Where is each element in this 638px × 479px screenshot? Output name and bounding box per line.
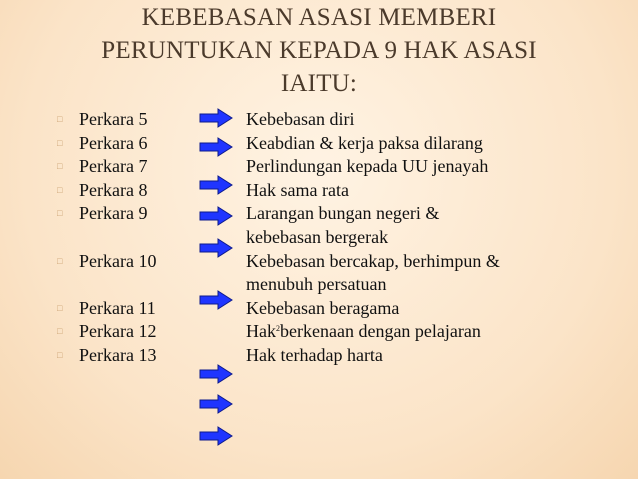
square-bullet-icon: □ — [57, 302, 63, 313]
blue-right-arrow-icon — [199, 394, 233, 414]
item-desc: Kebebasan bercakap, berhimpun & — [246, 250, 500, 271]
title-line-2: PERUNTUKAN KEPADA 9 HAK ASASI — [101, 37, 537, 64]
list-item — [0, 344, 638, 368]
list-item-continuation — [0, 226, 638, 250]
item-label: Perkara 7 — [79, 156, 148, 177]
list-item — [0, 297, 638, 321]
list-item — [0, 108, 638, 132]
list-item — [0, 179, 638, 203]
blue-right-arrow-icon — [199, 175, 233, 195]
item-desc — [246, 320, 481, 344]
blue-right-arrow-icon — [199, 426, 233, 446]
item-label: Perkara 6 — [79, 132, 148, 153]
title-line-1: KEBEBASAN ASASI MEMBERI — [141, 4, 497, 31]
blue-right-arrow-icon — [199, 290, 233, 310]
item-desc-superscript: 2 — [276, 324, 280, 334]
item-label: Perkara 12 — [79, 321, 157, 342]
item-desc: menubuh persatuan — [246, 274, 387, 295]
slide-title — [40, 1, 598, 100]
blue-right-arrow-icon — [199, 364, 233, 384]
square-bullet-icon: □ — [57, 349, 63, 360]
square-bullet-icon: □ — [57, 161, 63, 172]
blue-right-arrow-icon — [199, 206, 233, 226]
list-item — [0, 132, 638, 156]
square-bullet-icon: □ — [57, 184, 63, 195]
item-desc: Keabdian & kerja paksa dilarang — [246, 132, 483, 153]
item-label: Perkara 5 — [79, 109, 148, 129]
blue-right-arrow-icon — [199, 137, 233, 157]
item-desc: Kebebasan diri — [246, 109, 355, 129]
perkara-list — [0, 108, 638, 368]
square-bullet-icon: □ — [57, 326, 63, 337]
item-desc-suffix: berkenaan dengan pelajaran — [280, 321, 481, 342]
item-label: Perkara 8 — [79, 179, 148, 200]
square-bullet-icon: □ — [57, 137, 63, 148]
title-line-3: IAITU: — [280, 70, 358, 97]
blue-right-arrow-icon — [199, 108, 233, 128]
item-desc-prefix: Hak — [246, 321, 276, 342]
item-desc: Perlindungan kepada UU jenayah — [246, 156, 489, 177]
list-item — [0, 155, 638, 179]
item-label: Perkara 9 — [79, 203, 148, 224]
item-desc: Hak terhadap harta — [246, 344, 383, 365]
item-label: Perkara 11 — [79, 297, 156, 318]
item-label: Perkara 13 — [79, 344, 157, 365]
blue-right-arrow-icon — [199, 238, 233, 258]
list-item — [0, 320, 638, 344]
square-bullet-icon: □ — [57, 208, 63, 219]
list-item — [0, 250, 638, 274]
item-desc: Larangan bungan negeri & — [246, 203, 440, 224]
item-desc: kebebasan bergerak — [246, 226, 389, 247]
list-item — [0, 202, 638, 226]
item-desc: Kebebasan beragama — [246, 297, 400, 318]
square-bullet-icon: □ — [57, 114, 63, 124]
item-label: Perkara 10 — [79, 250, 157, 271]
list-item-continuation — [0, 273, 638, 297]
item-desc: Hak sama rata — [246, 179, 349, 200]
square-bullet-icon: □ — [57, 255, 63, 266]
